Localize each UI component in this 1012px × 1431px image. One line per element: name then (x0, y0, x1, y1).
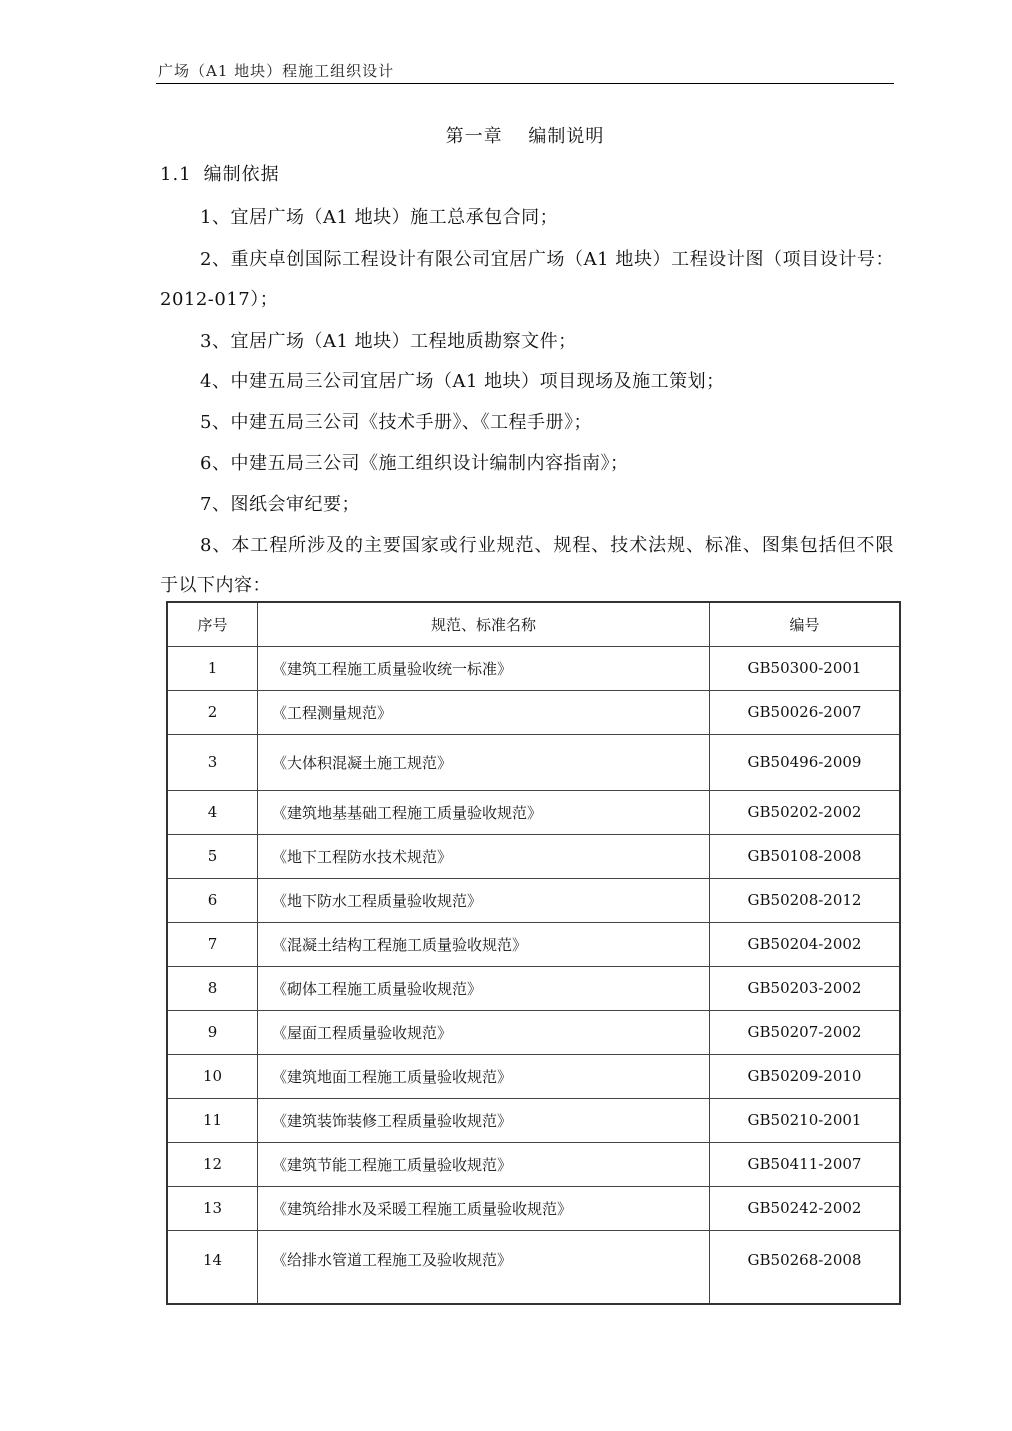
cell-no: 5 (167, 834, 258, 878)
cell-name: 《建筑工程施工质量验收统一标准》 (258, 646, 710, 690)
cell-name: 《大体积混凝土施工规范》 (258, 734, 710, 790)
cell-name: 《建筑节能工程施工质量验收规范》 (258, 1142, 710, 1186)
table-row (167, 646, 900, 690)
cell-no: 4 (167, 790, 258, 834)
paragraph-5: 5、中建五局三公司《技术手册》、《工程手册》； (200, 412, 592, 433)
cell-name: 《工程测量规范》 (258, 690, 710, 734)
paragraph-8: 8、本工程所涉及的主要国家或行业规范、规程、技术法规、标准、图集包括但不限于以下内容： (160, 535, 894, 596)
cell-name: 《建筑给排水及采暖工程施工质量验收规范》 (258, 1186, 710, 1230)
cell-no: 9 (167, 1010, 258, 1054)
running-header: 广场（A1 地块）程施工组织设计 (158, 62, 395, 80)
table-row (167, 1142, 900, 1186)
header-no: 序号 (167, 602, 258, 646)
table-header-row (167, 602, 900, 646)
table-row (167, 690, 900, 734)
cell-no: 3 (167, 734, 258, 790)
table-row (167, 1010, 900, 1054)
section-title: 编制依据 (203, 164, 280, 185)
table-row (167, 966, 900, 1010)
cell-name: 《砌体工程施工质量验收规范》 (258, 966, 710, 1010)
section-heading (160, 160, 280, 186)
header-name: 规范、标准名称 (258, 602, 710, 646)
cell-name: 《建筑地面工程施工质量验收规范》 (258, 1054, 710, 1098)
cell-code: GB50208-2012 (710, 878, 901, 922)
table-row (167, 1054, 900, 1098)
cell-code: GB50210-2001 (710, 1098, 901, 1142)
paragraph-4: 4、中建五局三公司宜居广场（A1 地块）项目现场及施工策划； (200, 371, 725, 392)
paragraph-1: 1、宜居广场（A1 地块）施工总承包合同； (200, 207, 559, 228)
cell-code: GB50411-2007 (710, 1142, 901, 1186)
paragraph-3: 3、宜居广场（A1 地块）工程地质勘察文件； (200, 331, 577, 352)
table-row (167, 790, 900, 834)
cell-code: GB50242-2002 (710, 1186, 901, 1230)
table-row (167, 734, 900, 790)
cell-no: 7 (167, 922, 258, 966)
cell-code: GB50108-2008 (710, 834, 901, 878)
cell-code: GB50026-2007 (710, 690, 901, 734)
cell-name: 《给排水管道工程施工及验收规范》 (258, 1230, 710, 1304)
cell-name: 《建筑装饰装修工程质量验收规范》 (258, 1098, 710, 1142)
table-row (167, 834, 900, 878)
cell-code: GB50496-2009 (710, 734, 901, 790)
paragraph-6: 6、中建五局三公司《施工组织设计编制内容指南》； (200, 453, 629, 474)
cell-name: 《混凝土结构工程施工质量验收规范》 (258, 922, 710, 966)
cell-no: 12 (167, 1142, 258, 1186)
cell-code: GB50209-2010 (710, 1054, 901, 1098)
cell-no: 8 (167, 966, 258, 1010)
cell-no: 6 (167, 878, 258, 922)
table-row (167, 1186, 900, 1230)
cell-name: 《地下工程防水技术规范》 (258, 834, 710, 878)
paragraph-2: 2、重庆卓创国际工程设计有限公司宜居广场（A1 地块）工程设计图（项目设计号：2012-017）； (160, 249, 894, 310)
cell-no: 13 (167, 1186, 258, 1230)
cell-name: 《地下防水工程质量验收规范》 (258, 878, 710, 922)
chapter-title: 第一章 编制说明 (445, 126, 605, 147)
cell-code: GB50203-2002 (710, 966, 901, 1010)
table-row (167, 1230, 900, 1304)
cell-code: GB50207-2002 (710, 1010, 901, 1054)
cell-code: GB50300-2001 (710, 646, 901, 690)
cell-no: 14 (167, 1230, 258, 1304)
paragraph-7: 7、图纸会审纪要； (200, 494, 360, 515)
table-row (167, 878, 900, 922)
cell-no: 2 (167, 690, 258, 734)
cell-code: GB50202-2002 (710, 790, 901, 834)
cell-name: 《建筑地基基础工程施工质量验收规范》 (258, 790, 710, 834)
cell-no: 1 (167, 646, 258, 690)
section-number: 1.1 (160, 164, 192, 185)
cell-code: GB50204-2002 (710, 922, 901, 966)
table-row (167, 922, 900, 966)
header-code: 编号 (710, 602, 901, 646)
cell-no: 10 (167, 1054, 258, 1098)
standards-table (166, 601, 901, 1305)
cell-no: 11 (167, 1098, 258, 1142)
cell-name: 《屋面工程质量验收规范》 (258, 1010, 710, 1054)
header-rule (156, 83, 894, 84)
table-row (167, 1098, 900, 1142)
cell-code: GB50268-2008 (710, 1230, 901, 1304)
